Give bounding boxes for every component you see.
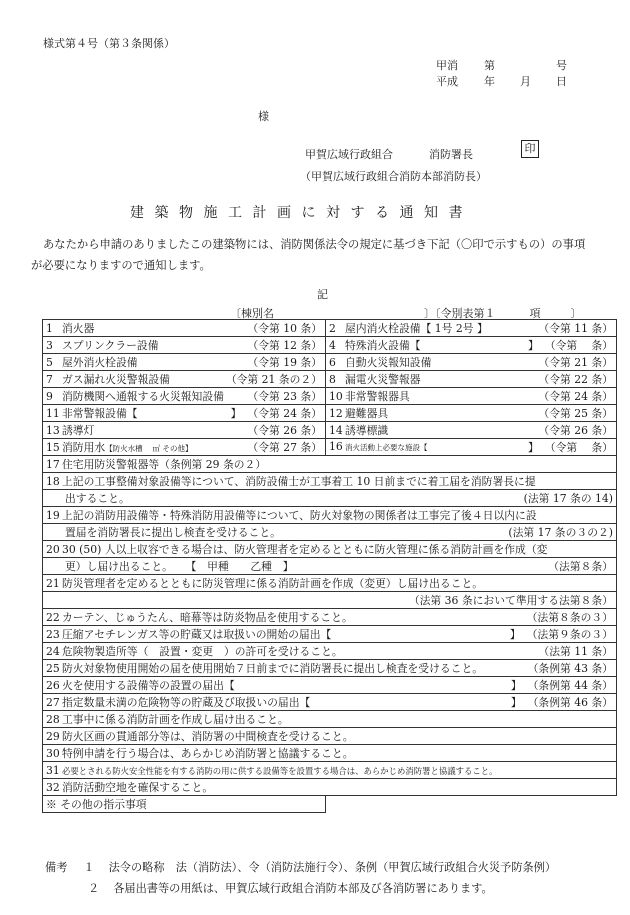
item-number: 6	[329, 355, 336, 369]
table-row	[43, 643, 617, 660]
form-number: 様式第４号（第３条関係）	[43, 37, 175, 50]
item-text: 上記の消防用設備等・特殊消防用設備等について、防火対象物の関係者は工事完了後４日以内に設	[62, 508, 537, 522]
item-reference: （令第 26 条）	[538, 423, 613, 437]
item-reference: （法第 11 条）	[538, 644, 613, 658]
item-reference: （法第９条の３）	[526, 627, 613, 641]
issuer-chief: 消防署長	[429, 148, 473, 161]
notes	[45, 857, 556, 899]
dai-label: 第	[484, 59, 495, 72]
item-number: 18	[46, 474, 60, 488]
item-number: 13	[46, 423, 60, 437]
intro-paragraph: あなたから申請のありましたこの建築物には、消防関係法令の規定に基づき下記（〇印で示すもの）の事項が必要になりますので通知します。	[31, 238, 586, 272]
item-text: カーテン、じゅうたん、暗幕等は防炎物品を使用すること。	[62, 610, 353, 624]
table-row	[43, 796, 617, 813]
month-label: 月	[520, 75, 531, 88]
bracket-close: 】	[527, 338, 539, 352]
table-row	[43, 660, 617, 677]
item-text: 非常警報器具	[345, 389, 410, 403]
table-row	[43, 711, 617, 728]
issuer-line	[305, 146, 473, 162]
ki-heading: 記	[317, 288, 328, 301]
issuer-full: （甲賀広域行政組合消防本部消防長）	[300, 170, 487, 183]
table-row	[43, 473, 617, 490]
item-text: 住宅用防災警報器等（条例第 29 条の２）	[62, 457, 267, 471]
item-number: 21	[46, 576, 60, 590]
requirement-cell	[43, 337, 326, 354]
item-number: 24	[46, 644, 60, 658]
table-row	[43, 609, 617, 626]
table-row	[43, 779, 617, 796]
requirement-cell	[43, 371, 326, 388]
item-number: 16	[329, 439, 343, 453]
bracket-close: 〕	[570, 307, 582, 320]
requirement-cell	[43, 320, 326, 337]
item-text: 誘導標識	[345, 423, 389, 437]
item-text: 屋外消火栓設備	[62, 355, 138, 369]
bracket-close: 】	[510, 678, 522, 692]
item-number: 15	[46, 440, 60, 454]
table-row	[43, 745, 617, 762]
item-number: 7	[46, 372, 53, 386]
note-number: １	[83, 861, 95, 874]
item-number: 1	[46, 321, 53, 335]
item-number: 30	[46, 746, 60, 760]
item-number: 5	[46, 355, 53, 369]
item-reference: (法第 17 条の 14)	[523, 491, 613, 505]
table-row	[43, 677, 617, 694]
table-row	[43, 626, 617, 643]
item-number: 12	[329, 406, 343, 420]
item-text: 非常警報設備【	[62, 406, 138, 420]
table-row	[43, 439, 617, 456]
item-number: 3	[46, 338, 53, 352]
item-number: 10	[329, 389, 343, 403]
item-reference: （令第 条）	[544, 338, 613, 352]
table-row	[43, 405, 617, 422]
requirement-cell	[43, 388, 326, 405]
item-reference: （令第 11 条）	[538, 321, 613, 335]
item-text: 危険物製造所等（ 設置・変更 ）の許可を受けること。	[62, 644, 343, 658]
table-row	[43, 575, 617, 592]
item-text: 誘導灯	[62, 423, 95, 437]
table-row	[43, 337, 617, 354]
table-row	[43, 728, 617, 745]
item-reference: （令第 12 条）	[247, 338, 322, 352]
requirement-cell	[326, 439, 617, 456]
requirement-cell	[43, 422, 326, 439]
item-number: 28	[46, 712, 60, 726]
note-text: 各届出書等の用紙は、甲賀広域行政組合消防本部及び各消防署にあります。	[113, 882, 493, 895]
note-number: ２	[88, 882, 100, 895]
item-text: 特例申請を行う場合は、あらかじめ消防署と協議すること。	[62, 746, 354, 760]
table-row	[43, 371, 617, 388]
building-name-label: 〔棟別名	[230, 307, 274, 320]
item-text: 消防用水	[62, 440, 106, 454]
item-number: 31	[46, 763, 60, 777]
table-row	[43, 541, 617, 558]
document-title: 建築物施工計画に対する通知書	[130, 205, 473, 221]
item-reference: （令第 27 条）	[247, 440, 322, 454]
table-row	[43, 558, 617, 575]
item-text-cont: 更）し届け出ること。	[65, 559, 173, 573]
table-row	[43, 762, 617, 779]
item-text: ガス漏れ火災警報設備	[62, 372, 170, 386]
table-row	[43, 490, 617, 507]
item-reference: （法第８条）	[548, 559, 613, 573]
item-number: 26	[46, 678, 60, 692]
item-reference: （令第 21 条の２）	[225, 372, 322, 386]
date-line	[436, 73, 567, 89]
item-text: 防災管理者を定めるとともに防災管理に係る消防計画を作成（変更）し届け出ること。	[62, 576, 484, 590]
requirement-cell	[326, 422, 617, 439]
bracket-close: 】	[527, 440, 539, 454]
item-text: スプリンクラー設備	[62, 338, 159, 352]
other-instructions-blank	[326, 796, 617, 813]
item-reference: (法第 17 条の３の２)	[508, 525, 613, 539]
item-text-cont: 置届を消防署長に提出し検査を受けること。	[65, 525, 281, 539]
era-label: 平成	[436, 75, 458, 88]
prefix-label: 甲消	[436, 59, 458, 72]
item-text: 必要とされる防火安全性能を有する消防の用に供する設備等を設置する場合は、あらかじめ消防署と協議すること。	[62, 765, 498, 776]
item-reference: （令第 10 条）	[247, 321, 322, 335]
requirement-cell	[326, 388, 617, 405]
bracket-close: 】	[509, 627, 521, 641]
seal-mark: 印	[521, 140, 539, 158]
year-label: 年	[484, 75, 495, 88]
item-number: 23	[46, 627, 60, 641]
note-text: 法令の略称 法（消防法）、令（消防法施行令）、条例（甲賀広域行政組合火災予防条例）	[108, 861, 557, 874]
item-reference: （条例第 43 条）	[527, 661, 613, 675]
requirements-table	[42, 319, 617, 813]
table-row	[43, 320, 617, 337]
table-row	[43, 388, 617, 405]
item-number: 11	[46, 406, 60, 420]
item-text: 自動火災報知設備	[345, 355, 432, 369]
reference-number-line	[436, 57, 567, 73]
day-label: 日	[556, 75, 567, 88]
item-reference: （令第 26 条）	[247, 423, 322, 437]
gou-label: 号	[556, 59, 567, 72]
requirement-cell	[326, 371, 617, 388]
requirement-cell	[326, 354, 617, 371]
requirement-cell	[326, 320, 617, 337]
item-text: 指定数量未満の危険物等の貯蔵及び取扱いの届出【	[62, 695, 311, 709]
item-number: 32	[46, 780, 60, 794]
item-number: 4	[329, 338, 336, 352]
item-reference: （令第 21 条）	[538, 355, 613, 369]
item-reference: （令第 23 条）	[247, 389, 322, 403]
table-row	[43, 422, 617, 439]
requirement-cell	[43, 439, 326, 456]
item-text: 防火対象物使用開始の届を使用開始７日前までに消防署長に提出し検査を受けること。	[62, 661, 484, 675]
item-number: 2	[329, 321, 336, 335]
item-number: 9	[46, 389, 53, 403]
bracket-close: 】	[230, 406, 242, 420]
item-reference: （令第 22 条）	[538, 372, 613, 386]
item-text: 消火器	[62, 321, 95, 335]
addressee-suffix: 様	[258, 110, 269, 123]
item-text-small: 【防火水槽 ㎥ その他】	[105, 443, 193, 453]
item-text: 避難器具	[345, 406, 389, 420]
item-reference: （令第 条）	[544, 440, 613, 454]
item-text: 防火区画の貫通部分等は、消防署の中間検査を受けること。	[62, 729, 354, 743]
item-number: 14	[329, 423, 343, 437]
item-text: 上記の工事整備対象設備等について、消防設備士が工事着工 10 日前までに着工届を消防署長に提	[62, 474, 536, 488]
item-number: 20	[46, 542, 60, 556]
item-text-cont: 出すること。	[65, 491, 130, 505]
requirement-cell	[326, 405, 617, 422]
item-reference: （条例第 44 条）	[527, 678, 613, 692]
item-text: 消防機関へ通報する火災報知設備	[62, 389, 224, 403]
item-reference: （令第 24 条）	[538, 389, 613, 403]
manager-type-choice: 【 甲種 乙種 】	[190, 559, 294, 573]
item-text: 特殊消火設備【	[345, 338, 421, 352]
item-text: 屋内消火栓設備【 1号 2号 】	[345, 321, 488, 335]
item-reference: （条例第 46 条）	[527, 695, 613, 709]
table-row	[43, 694, 617, 711]
item-number: 8	[329, 372, 336, 386]
item-text: 消防活動空地を確保すること。	[62, 780, 214, 794]
other-instructions-label: ※ その他の指示事項	[43, 796, 326, 813]
item-text: 圧縮アセチレンガス等の貯蔵又は取扱いの開始の届出【	[62, 627, 332, 641]
item-number: 29	[46, 729, 60, 743]
item-text: 漏電火災警報器	[345, 372, 421, 386]
item-number: 25	[46, 661, 60, 675]
notes-label: 備考	[45, 861, 68, 874]
table-row	[43, 592, 617, 609]
item-reference: （令第 25 条）	[538, 406, 613, 420]
item-number: 19	[46, 508, 60, 522]
kou-label: 項	[529, 307, 541, 320]
item-text-small: 消火活動上必要な施設【	[345, 442, 428, 452]
item-reference: （令第 19 条）	[247, 355, 322, 369]
item-reference: （令第 24 条）	[247, 406, 322, 420]
requirement-cell	[43, 405, 326, 422]
item-number: 27	[46, 695, 60, 709]
table-row	[43, 354, 617, 371]
table-row	[43, 507, 617, 524]
item-reference: （法第８条の３）	[526, 610, 613, 624]
bracket-close: 】	[510, 695, 522, 709]
table-row	[43, 524, 617, 541]
item-text: 30 (50) 人以上収容できる場合は、防火管理者を定めるとともに防火管理に係る消防計画を作成（変	[62, 542, 548, 556]
item-number: 17	[46, 457, 60, 471]
item-reference: （法第 36 条において準用する法第８条）	[408, 593, 613, 607]
issuer-org: 甲賀広域行政組合	[305, 148, 393, 161]
category-label: 〕〔令別表第１	[424, 307, 496, 320]
requirement-cell	[326, 337, 617, 354]
item-number: 22	[46, 610, 60, 624]
item-text: 工事中に係る消防計画を作成し届け出ること。	[62, 712, 289, 726]
requirement-cell	[43, 354, 326, 371]
table-row	[43, 456, 617, 473]
item-text: 火を使用する設備等の設置の届出【	[62, 678, 235, 692]
